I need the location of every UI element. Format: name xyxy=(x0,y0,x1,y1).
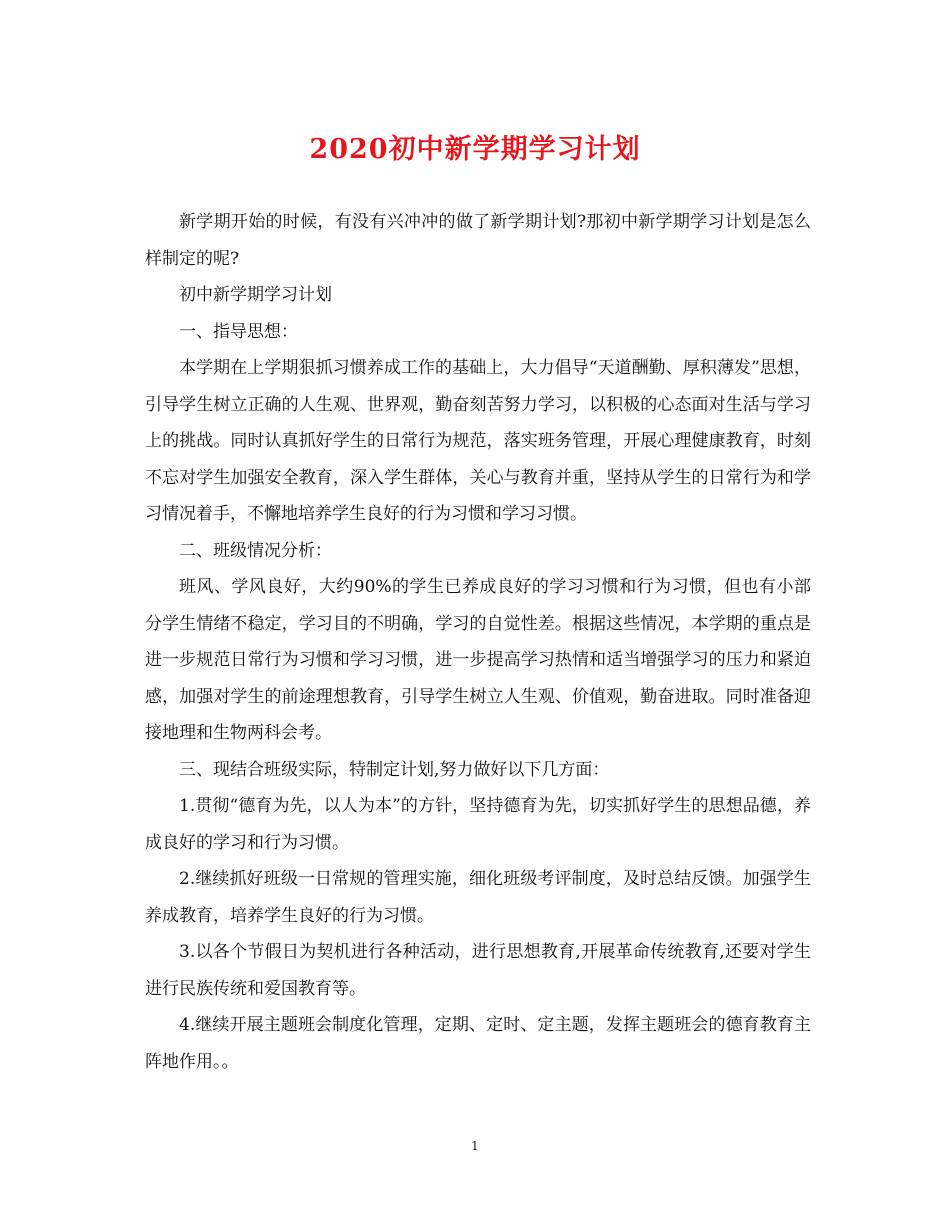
page-number: 1 xyxy=(471,1139,479,1153)
paragraph-guiding-idea: 本学期在上学期狠抓习惯养成工作的基础上，大力倡导“天道酬勤、厚积薄发”思想，引导学生树立正确的人生观、世界观，勤奋刻苦努力学习，以积极的心态面对生活与学习上的挑战。同时认真抓好学生的日常行为规范，落实班务管理，开展心理健康教育，时刻不忘对学生加强安全教育，深入学生群体，关心与教育并重，坚持从学生的日常行为和学习情况着手，不懈地培养学生良好的行为习惯和学习习惯。 xyxy=(145,358,811,524)
plan-item-3: 3.以各个节假日为契机进行各种活动，进行思想教育,开展革命传统教育,还要对学生进行民族传统和爱国教育等。 xyxy=(145,942,811,999)
paragraph-class-analysis: 班风、学风良好，大约90%的学生已养成良好的学习习惯和行为习惯，但也有小部分学生情绪不稳定，学习目的不明确，学习的自觉性差。根据这些情况，本学期的重点是进一步规范日常行为习惯和学习习惯，进一步提高学习热情和适当增强学习的压力和紧迫感，加强对学生的前途理想教育，引导学生树立人生观、价值观，勤奋进取。同时准备迎接地理和生物两科会考。 xyxy=(145,577,811,743)
document-body xyxy=(145,204,811,1080)
section-heading-guiding-idea: 一、指导思想： xyxy=(179,321,298,342)
plan-item-2: 2.继续抓好班级一日常规的管理实施，细化班级考评制度，及时总结反馈。加强学生养成教育，培养学生良好的行为习惯。 xyxy=(145,869,811,926)
plan-item-1: 1.贯彻“德育为先，以人为本”的方针，坚持德育为先，切实抓好学生的思想品德，养成良好的学习和行为习惯。 xyxy=(145,796,811,853)
plan-item-4: 4.继续开展主题班会制度化管理，定期、定时、定主题，发挥主题班会的德育教育主阵地作用。。 xyxy=(145,1015,811,1072)
section-heading-plan: 三、现结合班级实际，特制定计划,努力做好以下几方面： xyxy=(179,759,610,780)
paragraph-subtitle: 初中新学期学习计划 xyxy=(179,285,332,305)
section-heading-class-analysis: 二、班级情况分析： xyxy=(179,540,332,561)
paragraph-intro: 新学期开始的时候，有没有兴冲冲的做了新学期计划?那初中新学期学习计划是怎么样制定的呢? xyxy=(145,212,811,269)
document-title: 2020初中新学期学习计划 xyxy=(309,134,641,165)
